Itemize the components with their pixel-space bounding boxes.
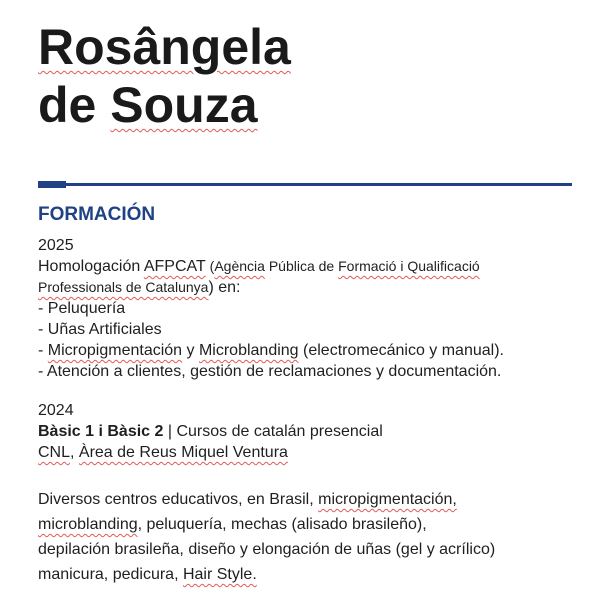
homologation-line[interactable] (38, 256, 578, 277)
other-l4-hair-style: Hair Style. (182, 566, 257, 583)
section-divider (38, 183, 572, 186)
item-micropigmentacion-word: Micropigmentación (47, 342, 183, 359)
item-y: y (182, 342, 199, 359)
agency-word-agencia: Agència (214, 258, 265, 274)
entry-year[interactable]: 2025 (38, 237, 74, 254)
item-rest: (electromecánico y manual). (298, 342, 504, 359)
other-line-2[interactable] (38, 512, 578, 537)
divider-accent (38, 181, 66, 188)
education-entry-2025 (38, 235, 578, 382)
agency-formacio: Formació i Qualificació (338, 258, 480, 274)
place-area: Àrea de Reus Miquel Ventura (78, 444, 288, 461)
course-description: | Cursos de catalán presencial (163, 423, 383, 440)
other-l2-rest: , peluquería, mechas (alisado brasileño), (137, 516, 427, 533)
paren-open: ( (205, 258, 215, 274)
name-line-1 (38, 18, 291, 76)
homologation-prefix: Homologación (38, 258, 144, 275)
other-l4-text: manicura, pedicura, (38, 566, 183, 583)
other-line-4[interactable] (38, 562, 578, 587)
agency-line-2[interactable] (38, 277, 578, 298)
course-title: Bàsic 1 i Bàsic 2 (38, 423, 164, 440)
place-cnl: CNL (38, 444, 71, 461)
name-particle[interactable]: de (38, 77, 97, 133)
agency-publica: Pública de (264, 258, 339, 274)
entry-year[interactable]: 2024 (38, 402, 74, 419)
item-dash: - (38, 342, 48, 359)
afpcat-acronym: AFPCAT (143, 258, 206, 275)
list-item-atencion[interactable]: - Atención a clientes, gestión de reclamaciones y documentación. (38, 363, 502, 380)
first-name[interactable]: Rosângela (38, 19, 291, 75)
section-title-formacion[interactable]: FORMACIÓN (38, 204, 156, 225)
list-item-unas[interactable]: - Uñas Artificiales (38, 321, 162, 338)
last-name[interactable]: Souza (110, 77, 258, 133)
education-entry-2024 (38, 400, 578, 463)
course-place-line[interactable] (38, 442, 578, 463)
education-other (38, 487, 578, 587)
other-l2-microblanding: microblanding (38, 516, 138, 533)
place-comma: , (70, 444, 79, 461)
list-item-peluqueria[interactable]: - Peluquería (38, 300, 126, 317)
agency-close: ) en: (208, 279, 241, 296)
other-l1-micropigmentacion: micropigmentación, (318, 491, 457, 508)
item-microblanding-word: Microblanding (198, 342, 299, 359)
other-line-1[interactable] (38, 487, 578, 512)
candidate-name (38, 18, 291, 134)
course-line[interactable] (38, 421, 578, 442)
agency-professionals: Professionals de Catalunya (38, 279, 209, 295)
other-l1-text: Diversos centros educativos, en Brasil, (38, 491, 319, 508)
list-item-micropigmentacion[interactable] (38, 340, 578, 361)
other-line-3[interactable]: depilación brasileña, diseño y elongación de uñas (gel y acrílico) (38, 541, 496, 558)
name-line-2 (38, 76, 291, 134)
